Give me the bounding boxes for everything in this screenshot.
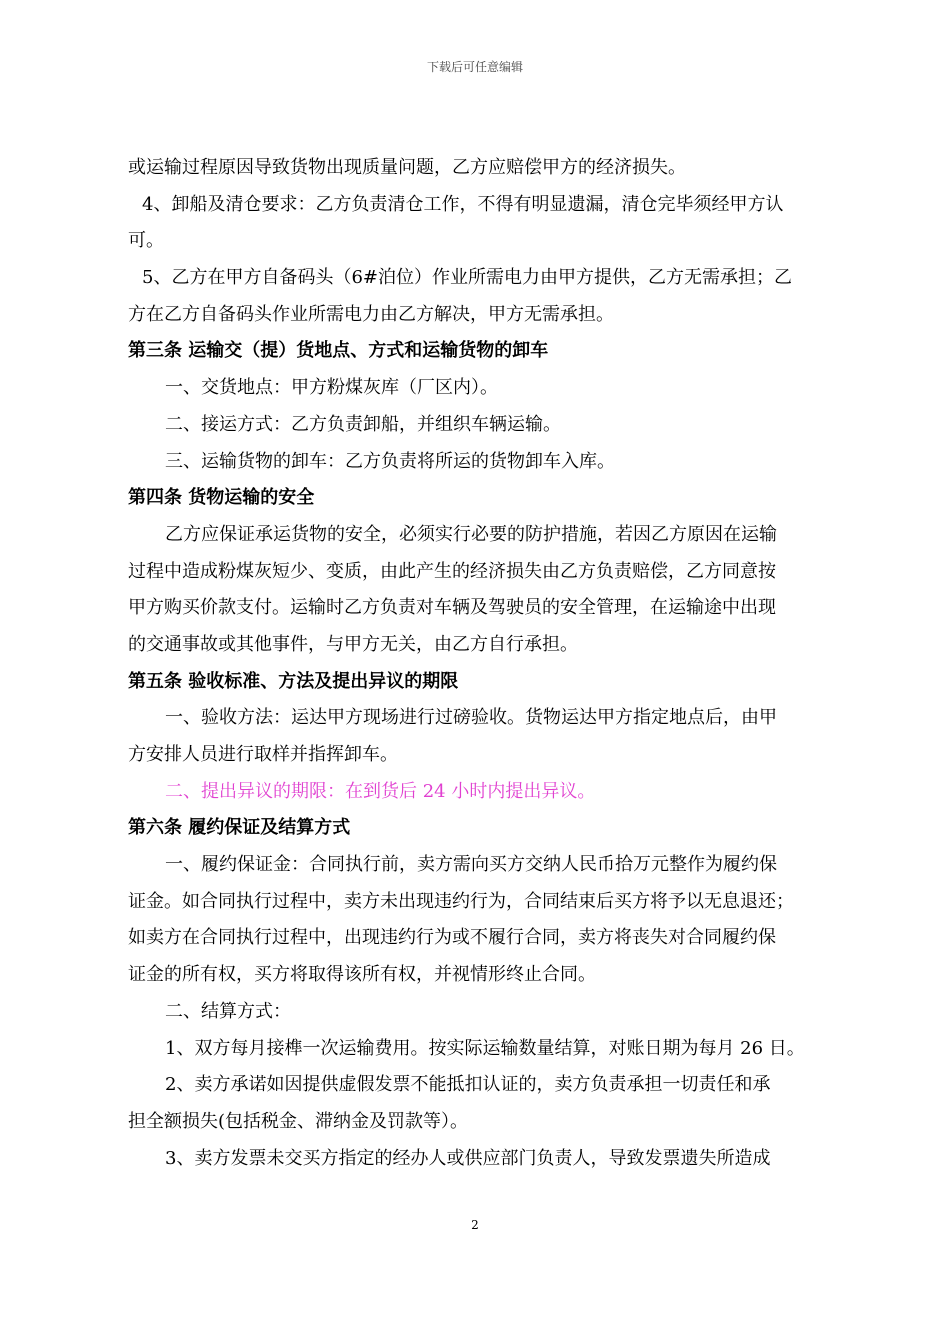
text-line: 方安排人员进行取样并指挥卸车。 <box>128 744 398 765</box>
section-heading: 第五条 验收标准、方法及提出异议的期限 <box>128 670 459 692</box>
text-line: 5、乙方在甲方自备码头（6#泊位）作业所需电力由甲方提供，乙方无需承担；乙 <box>142 267 792 289</box>
text-line: 或运输过程原因导致货物出现质量问题，乙方应赔偿甲方的经济损失。 <box>128 157 686 178</box>
text-line: 4、卸船及清仓要求：乙方负责清仓工作，不得有明显遗漏，清仓完毕须经甲方认 <box>142 193 784 215</box>
text-line: 1、双方每月接榫一次运输费用。按实际运输数量结算，对账日期为每月 26 日。 <box>165 1037 805 1059</box>
section-heading: 第三条 运输交（提）货地点、方式和运输货物的卸车 <box>128 340 549 362</box>
text-line: 证金。如合同执行过程中，卖方未出现违约行为，合同结束后买方将予以无息退还； <box>128 890 794 912</box>
text-line: 可。 <box>128 230 164 252</box>
text-line: 一、交货地点：甲方粉煤灰库（厂区内）。 <box>165 377 498 399</box>
text-line: 一、验收方法：运达甲方现场进行过磅验收。货物运达甲方指定地点后，由甲 <box>165 707 777 729</box>
text-line: 3、卖方发票未交买方指定的经办人或供应部门负责人，导致发票遗失所造成 <box>165 1147 771 1169</box>
section-heading: 第六条 履约保证及结算方式 <box>128 817 351 839</box>
text-line: 二、提出异议的期限：在到货后 24 小时内提出异议。 <box>165 780 596 802</box>
text-line: 乙方应保证承运货物的安全，必须实行必要的防护措施，若因乙方原因在运输 <box>165 523 777 545</box>
text-line: 一、履约保证金：合同执行前，卖方需向买方交纳人民币拾万元整作为履约保 <box>165 854 777 876</box>
text-line: 二、结算方式： <box>165 1000 291 1022</box>
page-header: 下载后可任意编辑 <box>426 60 523 74</box>
text-line: 如卖方在合同执行过程中，出现违约行为或不履行合同，卖方将丧失对合同履约保 <box>128 927 776 949</box>
text-line: 方在乙方自备码头作业所需电力由乙方解决，甲方无需承担。 <box>128 303 614 325</box>
text-line: 担全额损失(包括税金、滞纳金及罚款等）。 <box>128 1110 469 1132</box>
document-body <box>128 150 822 1177</box>
text-line: 证金的所有权，买方将取得该所有权，并视情形终止合同。 <box>128 964 596 986</box>
section-heading: 第四条 货物运输的安全 <box>128 487 315 509</box>
text-line: 过程中造成粉煤灰短少、变质，由此产生的经济损失由乙方负责赔偿，乙方同意按 <box>128 560 776 582</box>
text-line: 二、接运方式：乙方负责卸船，并组织车辆运输。 <box>165 413 561 435</box>
text-line: 甲方购买价款支付。运输时乙方负责对车辆及驾驶员的安全管理，在运输途中出现 <box>128 597 776 619</box>
text-line: 2、卖方承诺如因提供虚假发票不能抵扣认证的，卖方负责承担一切责任和承 <box>165 1074 771 1096</box>
page-number: 2 <box>471 1218 479 1232</box>
text-line: 的交通事故或其他事件，与甲方无关，由乙方自行承担。 <box>128 633 578 655</box>
text-line: 三、运输货物的卸车：乙方负责将所运的货物卸车入库。 <box>165 450 615 472</box>
